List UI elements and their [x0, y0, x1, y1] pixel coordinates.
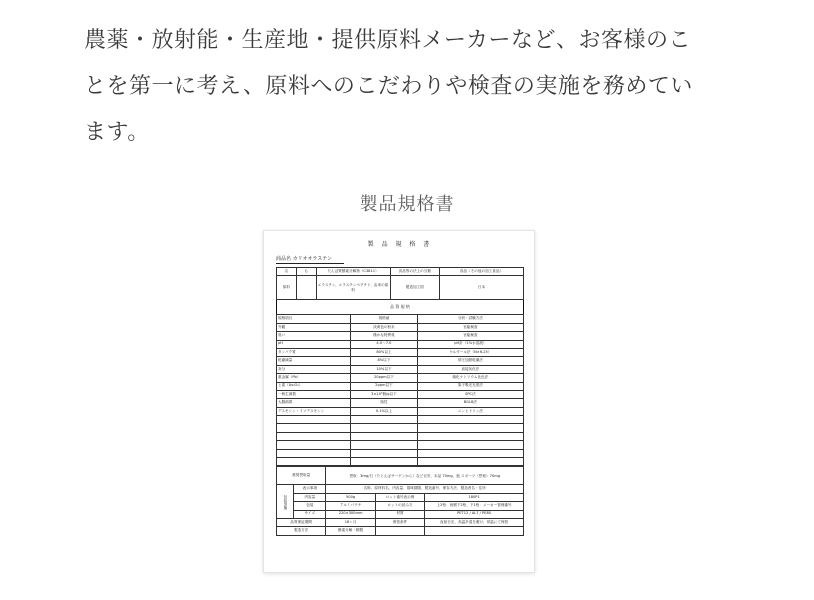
- table-cell: 官能検査: [417, 323, 523, 331]
- table-cell: たんぱ質酵素分解物（C3811）: [316, 268, 390, 276]
- table-cell: [417, 416, 523, 424]
- table-cell: pH計（1%水溶液）: [417, 340, 523, 348]
- table-cell: も: [296, 268, 316, 276]
- table-cell: 製造加工国: [390, 276, 439, 300]
- table-row: [277, 382, 524, 390]
- table-cell: BGLB法: [417, 399, 523, 407]
- table-cell: 推奨摂取量: [277, 467, 326, 485]
- table-row: [277, 449, 524, 457]
- table-cell: [417, 432, 523, 440]
- spec-sheet-document: [276, 241, 524, 563]
- table-cell: アルミパウチ: [326, 502, 375, 510]
- table-cell: [296, 276, 316, 300]
- table-row: [277, 340, 524, 348]
- table-cell: [351, 441, 418, 449]
- table-cell: 上2桁：西暦下2桁、下1桁：メーカー管理番号: [425, 502, 524, 510]
- table-cell: エラスチン、エラスチンペプチド、由来の原料: [316, 276, 390, 300]
- doc-title: 製 品 規 格 書: [367, 241, 433, 248]
- table-cell: 摂取：3mg/日（たとえばサーゲンから）など目安、本品 70mg、他 スポーツ（摂取）70mg: [326, 467, 524, 485]
- table-cell: 食品（その他の加工食品）: [439, 268, 523, 276]
- table-row: [277, 485, 524, 493]
- table-cell: SPC法: [417, 390, 523, 398]
- table-cell: 硫化ナトリウム比色法: [417, 374, 523, 382]
- table-cell: タンパク質: [277, 348, 351, 356]
- table-cell: [417, 458, 523, 466]
- table-cell: [277, 432, 351, 440]
- table-cell: [417, 441, 523, 449]
- table-row: [277, 416, 524, 424]
- table-cell: 直接灰化法: [417, 365, 523, 373]
- table-cell: 内容量: [294, 493, 326, 501]
- table-row: [277, 357, 524, 365]
- table-cell: 0.1%以上: [351, 407, 418, 415]
- intro-paragraph: [84, 18, 744, 156]
- table-cell: [417, 424, 523, 432]
- figure-caption: 製品規格書: [359, 194, 455, 215]
- table-cell: [277, 424, 351, 432]
- table-cell: [351, 424, 418, 432]
- table-cell: デスモシン・イソデスモシン: [277, 407, 351, 415]
- table-row: [277, 527, 524, 535]
- table-row: [277, 441, 524, 449]
- table-row: [277, 374, 524, 382]
- table-row: [277, 332, 524, 340]
- table-row: [277, 276, 524, 300]
- table-row: [277, 348, 524, 356]
- table-cell: PET12 / AL7 / PE80: [425, 510, 524, 518]
- table-cell: 食品等の法上の分類: [390, 268, 439, 276]
- table-cell: ロット番号表示例: [375, 493, 424, 501]
- table-cell: ヒ素（As₂O₃）: [277, 382, 351, 390]
- table-row: [277, 424, 524, 432]
- table-cell: 大腸菌群: [277, 399, 351, 407]
- table-cell: [277, 441, 351, 449]
- table-cell: 淡黄色の粉末: [351, 323, 418, 331]
- table-cell: 外観: [277, 323, 351, 331]
- product-spec-sheet-image[interactable]: [263, 230, 535, 573]
- table-row: [277, 399, 524, 407]
- table-cell: ニンヒドリン法: [417, 407, 523, 415]
- table-cell: 20ppm以下: [351, 374, 418, 382]
- doc-header-table: [276, 267, 524, 300]
- table-cell: [351, 416, 418, 424]
- table-cell: 原子吸光光度法: [417, 382, 523, 390]
- table-cell: 80%以上: [351, 348, 418, 356]
- table-cell: 品質保証期間: [277, 518, 326, 526]
- table-cell: [277, 416, 351, 424]
- table-cell: [375, 527, 424, 535]
- table-cell: 220×300mm: [326, 510, 375, 518]
- doc-product-name: 商品名 カリオオラステン: [276, 257, 344, 264]
- table-cell: 18ヶ月: [326, 518, 375, 526]
- table-cell: 規格項目: [277, 315, 351, 323]
- table-cell: 180P1: [425, 493, 524, 501]
- table-cell: 灰分: [277, 365, 351, 373]
- table-cell: 陰性: [351, 399, 418, 407]
- intro-line: とを第一に考え、原料へのこだわりや検査の実施を務めてい: [84, 74, 693, 99]
- table-cell: [351, 449, 418, 457]
- table-cell: 500g: [326, 493, 375, 501]
- table-cell: 酵素分解・精製: [326, 527, 375, 535]
- table-cell: 3×10³個/g以下: [351, 390, 418, 398]
- table-cell: 包装形態: [277, 485, 294, 519]
- table-cell: pH: [277, 340, 351, 348]
- table-cell: 常圧加熱乾燥法: [417, 357, 523, 365]
- table-row: [277, 467, 524, 485]
- table-cell: [425, 527, 524, 535]
- table-row: [277, 458, 524, 466]
- table-cell: [351, 458, 418, 466]
- table-cell: 名称、原材料名、内容量、賞味期限、製造番号、保存方法、製造者名・住所: [326, 485, 524, 493]
- table-cell: 名: [277, 268, 297, 276]
- table-cell: 直射日光、高温多湿を避け、常温にて保管: [425, 518, 524, 526]
- table-cell: 材質: [375, 510, 424, 518]
- table-row: [277, 518, 524, 526]
- table-row: [277, 407, 524, 415]
- table-cell: 官能検査: [417, 332, 523, 340]
- intro-line: ます。: [84, 120, 150, 145]
- intro-line: 農薬・放射能・生産地・提供原料メーカーなど、お客様のこ: [84, 28, 692, 53]
- table-row: [277, 268, 524, 276]
- section-title: 品 質 規 格: [276, 300, 524, 314]
- table-cell: 8%以下: [351, 357, 418, 365]
- table-cell: 臭い: [277, 332, 351, 340]
- table-cell: [351, 432, 418, 440]
- table-row: [277, 493, 524, 501]
- packaging-table: [276, 466, 524, 535]
- table-cell: [277, 449, 351, 457]
- table-cell: 保管条件: [375, 518, 424, 526]
- table-cell: 一般生菌数: [277, 390, 351, 398]
- table-cell: サイズ: [294, 510, 326, 518]
- table-cell: 2ppm以下: [351, 382, 418, 390]
- table-cell: 乾燥減量: [277, 357, 351, 365]
- table-cell: [277, 458, 351, 466]
- table-row: [277, 502, 524, 510]
- table-row: [277, 323, 524, 331]
- table-cell: 僅かな特異臭: [351, 332, 418, 340]
- table-row: [277, 365, 524, 373]
- table-cell: 4.0〜7.0: [351, 340, 418, 348]
- table-row: [277, 432, 524, 440]
- table-cell: 10%以下: [351, 365, 418, 373]
- quality-spec-table: [276, 314, 524, 466]
- table-cell: ケルダール法（N×6.25）: [417, 348, 523, 356]
- table-cell: 分析・試験方法: [417, 315, 523, 323]
- table-cell: 原料: [277, 276, 297, 300]
- table-cell: 重金属（Pb）: [277, 374, 351, 382]
- table-cell: 製造方法: [277, 527, 326, 535]
- table-cell: [417, 449, 523, 457]
- table-row: [277, 390, 524, 398]
- table-cell: 包装: [294, 502, 326, 510]
- table-cell: 表示事項: [294, 485, 326, 493]
- table-cell: 日本: [439, 276, 523, 300]
- table-cell: ロットの読み方: [375, 502, 424, 510]
- table-cell: 規格値: [351, 315, 418, 323]
- table-row: [277, 510, 524, 518]
- table-row: [277, 315, 524, 323]
